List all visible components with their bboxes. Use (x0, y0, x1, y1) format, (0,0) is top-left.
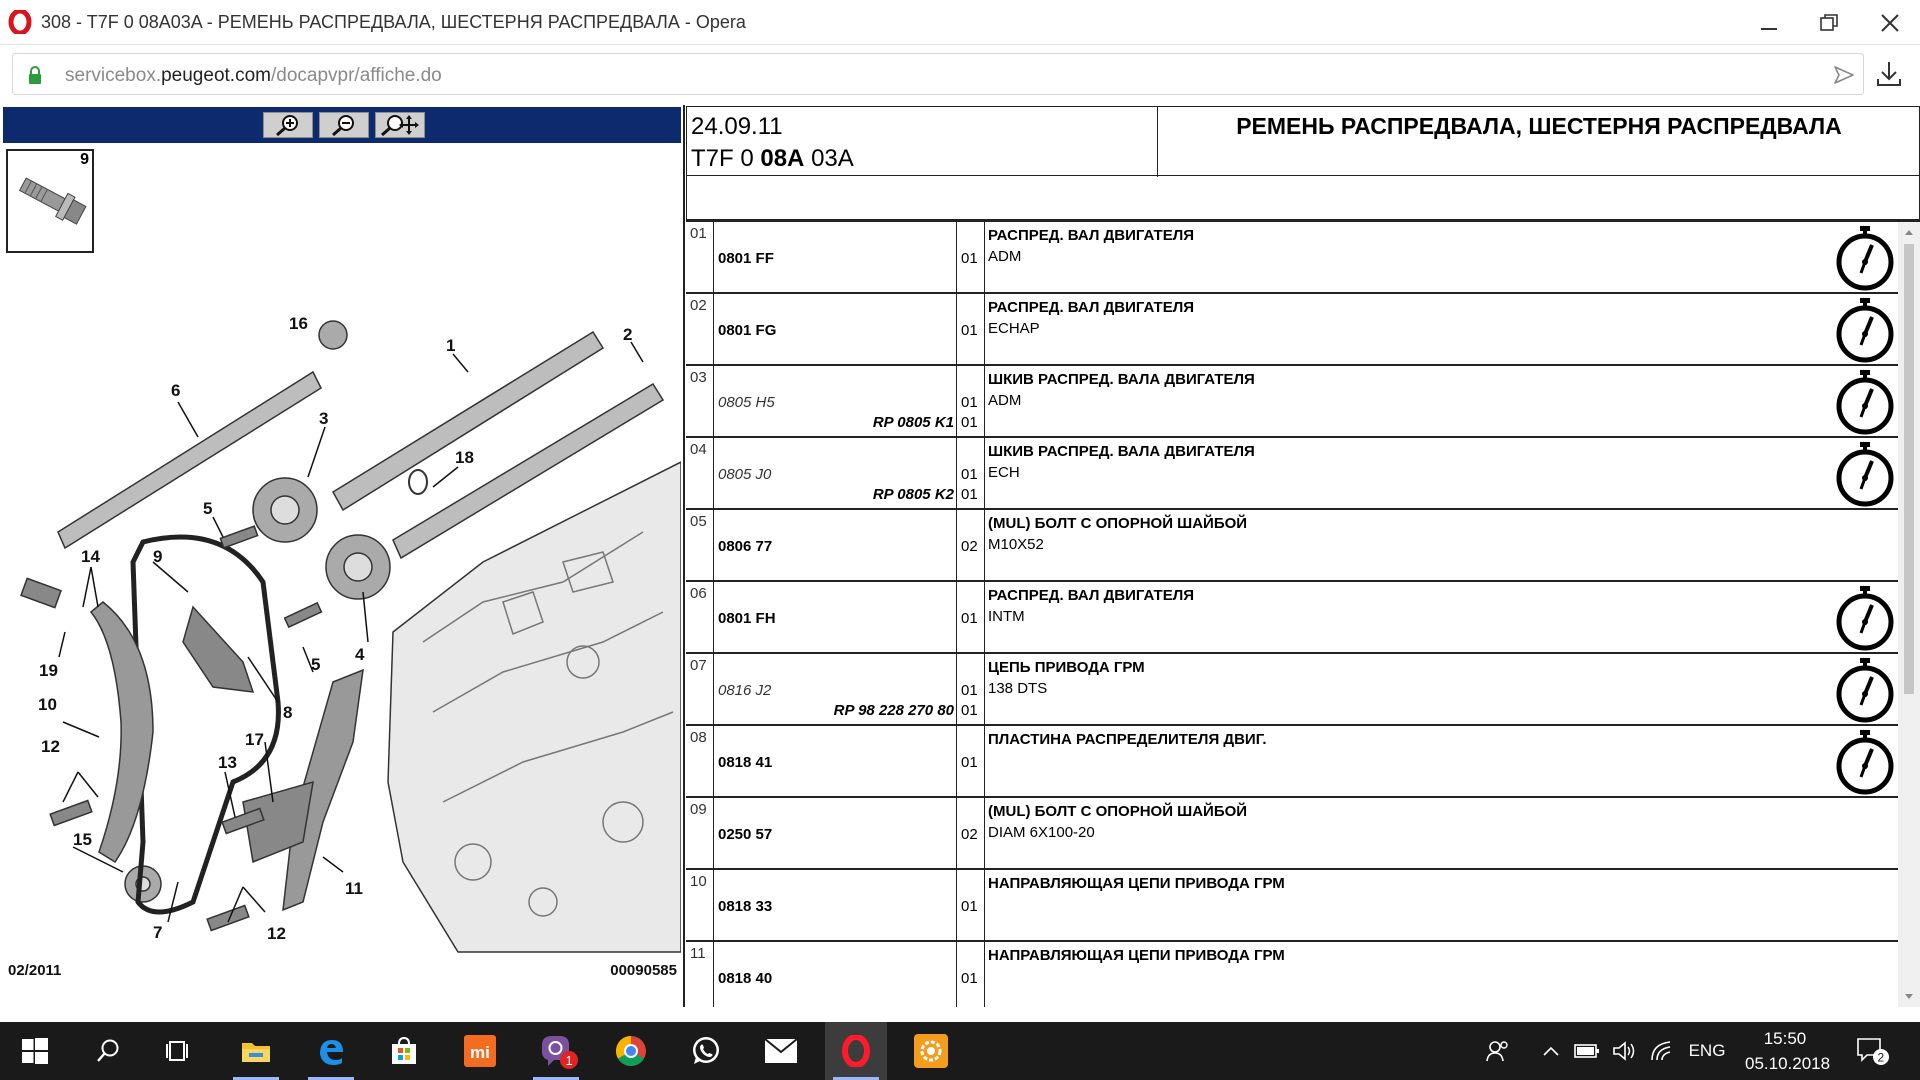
folder-icon (240, 1037, 272, 1065)
labour-time-icon[interactable] (1834, 225, 1896, 291)
row-index: 05 (686, 510, 714, 580)
part-name: ПЛАСТИНА РАСПРЕДЕЛИТЕЛЯ ДВИГ. (988, 731, 1267, 748)
labour-time-icon[interactable] (1834, 369, 1896, 435)
quantity: 01 (961, 322, 978, 339)
part-name: (MUL) БОЛТ С ОПОРНОЙ ШАЙБОЙ (988, 515, 1248, 532)
part-name: РАСПРЕД. ВАЛ ДВИГАТЕЛЯ (988, 227, 1195, 244)
mi-icon (464, 1035, 496, 1067)
wifi-icon (1650, 1040, 1674, 1062)
timing-chain-diagram (3, 262, 681, 962)
chrome-button[interactable] (600, 1022, 662, 1080)
task-view-button[interactable] (148, 1022, 210, 1080)
volume-button[interactable] (1608, 1022, 1642, 1080)
part-number-cell (714, 294, 957, 364)
mail-icon (764, 1038, 798, 1064)
parts-table (686, 222, 1898, 1007)
header-title: РЕМЕНЬ РАСПРЕДВАЛА, ШЕСТЕРНЯ РАСПРЕДВАЛА (1236, 113, 1842, 139)
quantity-cell (957, 366, 985, 436)
part-number[interactable]: 0801 FF (718, 250, 774, 267)
callout-19: 19 (39, 661, 58, 680)
part-name: ШКИВ РАСПРЕД. ВАЛА ДВИГАТЕЛЯ (988, 443, 1255, 460)
part-variant: 138 DTS (988, 680, 1048, 697)
part-number-cell (714, 366, 957, 436)
search-button[interactable] (77, 1022, 139, 1080)
table-row[interactable] (686, 798, 1898, 870)
part-variant: INTM (988, 608, 1025, 625)
people-button[interactable] (1480, 1022, 1516, 1080)
callout-3: 3 (319, 409, 329, 428)
callout-1: 1 (446, 336, 456, 355)
callout-4: 4 (355, 645, 365, 664)
windows-start-icon (22, 1038, 48, 1064)
table-row[interactable] (686, 870, 1898, 942)
part-number[interactable]: 0818 33 (718, 898, 773, 915)
quantity-replacement: 01 (961, 414, 978, 431)
scrollbar-thumb[interactable] (1904, 244, 1914, 694)
quantity-cell (957, 654, 985, 724)
callout-12b: 12 (267, 924, 286, 943)
mi-button[interactable] (449, 1022, 511, 1080)
code-part-a: T7F 0 (691, 145, 754, 172)
table-row[interactable] (686, 366, 1898, 438)
callout-10: 10 (38, 695, 57, 714)
callout-9: 9 (153, 547, 163, 566)
row-index: 03 (686, 366, 714, 436)
table-row[interactable] (686, 726, 1898, 798)
quantity: 01 (961, 682, 978, 699)
labour-time-icon[interactable] (1834, 657, 1896, 723)
header-blank-row (686, 176, 1920, 222)
people-icon (1486, 1039, 1510, 1063)
camshaft-1-shape (333, 332, 603, 510)
language-indicator[interactable]: ENG (1688, 1041, 1726, 1060)
diagram-toolbar (3, 107, 681, 143)
table-row[interactable] (686, 222, 1898, 294)
quantity: 01 (961, 250, 978, 267)
show-hidden-icons-button[interactable] (1536, 1022, 1566, 1080)
replacement-part[interactable]: RP 98 228 270 80 (833, 702, 954, 719)
callout-18: 18 (455, 448, 474, 467)
notification-icon (1856, 1036, 1890, 1066)
clock[interactable] (1745, 1026, 1831, 1076)
part-number-cell (714, 942, 957, 1007)
network-button[interactable] (1645, 1022, 1679, 1080)
store-icon (389, 1036, 419, 1066)
scroll-up-icon[interactable] (1898, 224, 1920, 240)
part-name: НАПРАВЛЯЮЩАЯ ЦЕПИ ПРИВОДА ГРМ (988, 875, 1285, 892)
labour-time-icon[interactable] (1834, 441, 1896, 507)
diagram-panel (3, 107, 681, 1007)
part-number-cell (714, 870, 957, 940)
start-button[interactable] (4, 1022, 66, 1080)
chevron-up-icon (1543, 1045, 1559, 1057)
part-number-cell (714, 654, 957, 724)
diagram-ref: 00090585 (610, 962, 677, 979)
window-title: 308 - T7F 0 08A03A - РЕМЕНЬ РАСПРЕДВАЛА, ШЕСТЕРНЯ РАСПРЕДВАЛА - Opera (41, 12, 746, 32)
parts-scrollbar[interactable] (1898, 222, 1920, 1007)
part-number[interactable]: 0806 77 (718, 538, 773, 555)
header-date: 24.09.11 (691, 113, 783, 140)
quantity-replacement: 01 (961, 486, 978, 503)
restore-button[interactable] (1806, 6, 1852, 39)
quantity-cell (957, 222, 985, 292)
url-prefix: servicebox. (65, 65, 162, 86)
part-variant: M10X52 (988, 536, 1044, 553)
thumbnail-number: 9 (80, 151, 89, 168)
parts-panel (686, 106, 1920, 1007)
header-code (691, 145, 854, 173)
row-index: 07 (686, 654, 714, 724)
quantity: 01 (961, 394, 978, 411)
callout-7: 7 (153, 923, 163, 942)
callout-11: 11 (345, 879, 363, 898)
minimize-icon (1760, 14, 1778, 32)
callout-2: 2 (623, 325, 633, 344)
restore-icon (1820, 14, 1838, 32)
notification-count: 2 (1877, 1050, 1885, 1065)
quantity: 01 (961, 754, 978, 771)
search-icon (95, 1038, 121, 1064)
table-row[interactable] (686, 510, 1898, 582)
part-variant: ADM (988, 392, 1022, 409)
zoom-fit-icon (377, 114, 423, 136)
row-index: 06 (686, 582, 714, 652)
part-number-cell (714, 582, 957, 652)
volume-icon (1612, 1040, 1638, 1062)
quantity: 01 (961, 610, 978, 627)
labour-time-icon[interactable] (1834, 297, 1896, 363)
scroll-down-icon[interactable] (1898, 989, 1920, 1005)
part-number[interactable]: 0801 FH (718, 610, 776, 627)
viber-badge-icon (559, 1050, 579, 1070)
part-number[interactable]: 0805 H5 (718, 394, 775, 411)
code-part-b: 08A (760, 145, 805, 172)
task-view-icon (165, 1038, 193, 1064)
callout-17: 17 (245, 730, 264, 749)
part-number[interactable]: 0818 41 (718, 754, 773, 771)
panel-separator[interactable] (683, 105, 685, 1007)
viber-badge-count: 1 (565, 1053, 573, 1068)
labour-time-icon[interactable] (1834, 585, 1896, 651)
part-name: НАПРАВЛЯЮЩАЯ ЦЕПИ ПРИВОДА ГРМ (988, 947, 1285, 964)
row-index: 04 (686, 438, 714, 508)
diagram-thumbnail[interactable] (6, 149, 94, 253)
quantity-cell (957, 438, 985, 508)
lock-icon (27, 65, 43, 85)
part-number-cell (714, 798, 957, 868)
row-index: 10 (686, 870, 714, 940)
opera-icon (841, 1035, 871, 1067)
part-number[interactable]: 0818 40 (718, 970, 773, 987)
part-variant: DIAM 6X100-20 (988, 824, 1095, 841)
part-name: ЦЕПЬ ПРИВОДА ГРМ (988, 659, 1145, 676)
callout-6: 6 (171, 381, 181, 400)
callout-14: 14 (81, 547, 100, 566)
quantity: 02 (961, 538, 978, 555)
table-row[interactable] (686, 438, 1898, 510)
edge-icon (316, 1036, 346, 1066)
action-center-button[interactable] (1850, 1022, 1896, 1080)
gear-app-icon (914, 1034, 948, 1068)
part-variant: ECH (988, 464, 1020, 481)
part-number-cell (714, 438, 957, 508)
edge-button[interactable] (300, 1022, 362, 1080)
diagram-date: 02/2011 (8, 962, 62, 979)
close-button[interactable] (1867, 6, 1913, 39)
row-index: 09 (686, 798, 714, 868)
row-index: 01 (686, 222, 714, 292)
url-domain: peugeot.com (161, 65, 271, 86)
row-index: 08 (686, 726, 714, 796)
quantity: 01 (961, 970, 978, 987)
row-index: 11 (686, 942, 714, 1007)
callout-15: 15 (73, 830, 92, 849)
replacement-part[interactable]: RP 0805 K1 (872, 414, 954, 431)
callout-12a: 12 (41, 737, 60, 756)
replacement-part[interactable]: RP 0805 K2 (872, 486, 954, 503)
callout-16: 16 (289, 314, 308, 333)
whatsapp-icon (690, 1035, 722, 1067)
svg-text:mi: mi (470, 1043, 490, 1062)
window-titlebar (0, 0, 1920, 45)
table-row[interactable] (686, 582, 1898, 654)
mail-button[interactable] (750, 1022, 812, 1080)
part-name: ШКИВ РАСПРЕД. ВАЛА ДВИГАТЕЛЯ (988, 371, 1255, 388)
zoom-in-icon (268, 114, 308, 136)
store-button[interactable] (373, 1022, 435, 1080)
quantity-cell (957, 582, 985, 652)
close-icon (1880, 13, 1900, 33)
zoom-out-icon (324, 114, 364, 136)
quantity: 01 (961, 466, 978, 483)
whatsapp-button[interactable] (675, 1022, 737, 1080)
quantity-cell (957, 294, 985, 364)
part-name: РАСПРЕД. ВАЛ ДВИГАТЕЛЯ (988, 299, 1195, 316)
quantity-cell (957, 870, 985, 940)
callout-5a: 5 (203, 499, 213, 518)
part-number-cell (714, 726, 957, 796)
callout-8: 8 (283, 703, 293, 722)
zoom-out-button[interactable] (319, 112, 369, 138)
part-number[interactable]: 0805 J0 (718, 466, 772, 483)
code-part-c: 03A (811, 145, 854, 172)
part-number-cell (714, 222, 957, 292)
part-number[interactable]: 0801 FG (718, 322, 777, 339)
url-path: /docapvpr/affiche.do (270, 65, 442, 86)
zoom-fit-button[interactable] (375, 112, 425, 138)
clock-time: 15:50 (1763, 1029, 1807, 1048)
table-row[interactable] (686, 942, 1898, 1007)
guide-8-shape (183, 607, 253, 692)
labour-time-icon[interactable] (1834, 729, 1896, 795)
quantity: 01 (961, 898, 978, 915)
settings-app-button[interactable] (900, 1022, 962, 1080)
quantity-cell (957, 942, 985, 1007)
part-number-cell (714, 510, 957, 580)
viber-button[interactable] (525, 1022, 587, 1080)
battery-button[interactable] (1570, 1022, 1604, 1080)
chrome-icon (615, 1035, 647, 1067)
callout-13: 13 (218, 753, 237, 772)
part-name: (MUL) БОЛТ С ОПОРНОЙ ШАЙБОЙ (988, 803, 1248, 820)
quantity-cell (957, 510, 985, 580)
minimize-button[interactable] (1746, 6, 1792, 39)
taskbar (0, 1022, 1920, 1080)
quantity: 02 (961, 826, 978, 843)
quantity-replacement: 01 (961, 702, 978, 719)
table-row[interactable] (686, 294, 1898, 366)
part-name: РАСПРЕД. ВАЛ ДВИГАТЕЛЯ (988, 587, 1195, 604)
opera-button[interactable] (825, 1022, 887, 1080)
quantity-cell (957, 798, 985, 868)
row-index: 02 (686, 294, 714, 364)
url-text[interactable] (65, 65, 442, 87)
part-number[interactable]: 0250 57 (718, 826, 773, 843)
send-icon[interactable] (1833, 64, 1855, 86)
parts-header (686, 106, 1920, 176)
quantity-cell (957, 726, 985, 796)
file-explorer-button[interactable] (225, 1022, 287, 1080)
part-number[interactable]: 0816 J2 (718, 682, 772, 699)
address-bar[interactable] (12, 53, 1864, 95)
battery-icon (1574, 1043, 1600, 1059)
part-variant: ADM (988, 248, 1022, 265)
zoom-in-button[interactable] (263, 112, 313, 138)
download-icon[interactable] (1874, 59, 1904, 89)
callout-5b: 5 (311, 655, 321, 674)
table-row[interactable] (686, 654, 1898, 726)
clock-date: 05.10.2018 (1745, 1054, 1831, 1073)
part-variant: ECHAP (988, 320, 1040, 337)
opera-logo-icon (8, 10, 32, 34)
